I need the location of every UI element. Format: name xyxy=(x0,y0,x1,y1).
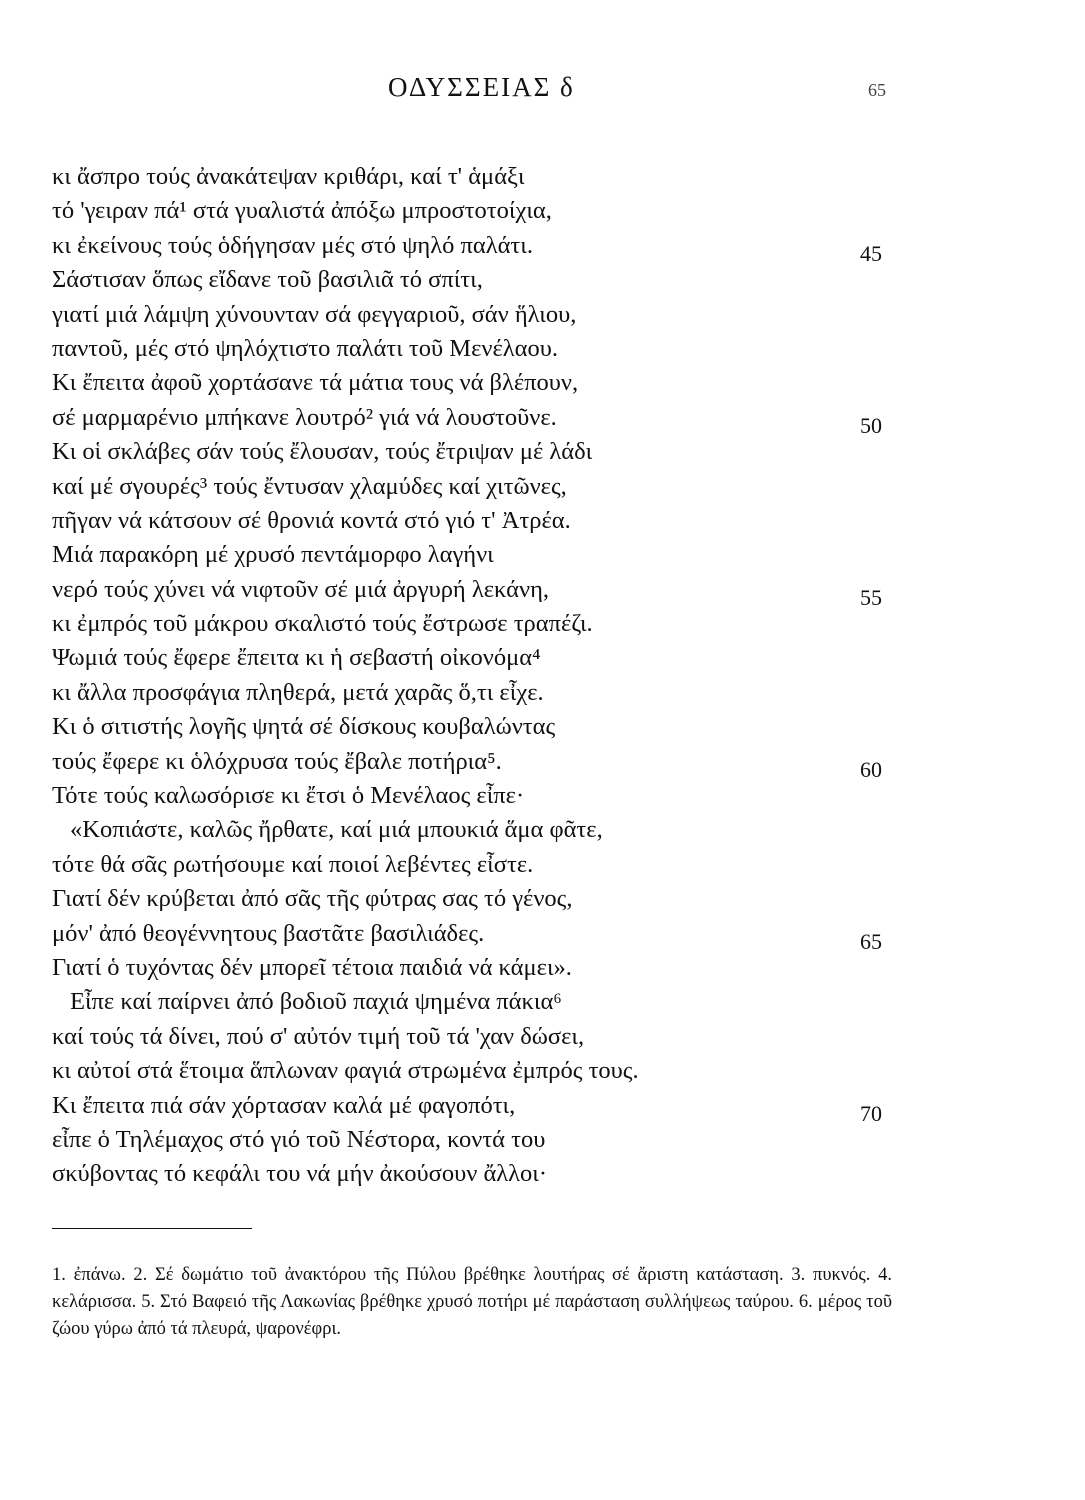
verse-text: Κι ἔπειτα ἀφοῦ χορτάσανε τά μάτια τους νά βλέπουν, xyxy=(52,369,579,397)
line-number: 65 xyxy=(860,928,882,954)
verse-text: τότε θά σᾶς ρωτήσουμε καί ποιοί λεβέντες εἶστε. xyxy=(52,850,534,878)
verse-text: Κι ἔπειτα πιά σάν χόρτασαν καλά μέ φαγοπότι, xyxy=(52,1091,516,1119)
verse-line xyxy=(0,403,1085,437)
verse-line xyxy=(0,334,1085,368)
verse-text: μόν' ἀπό θεογέννητους βαστᾶτε βασιλιάδες. xyxy=(52,919,485,947)
verse-line xyxy=(0,643,1085,677)
verse-line xyxy=(0,712,1085,746)
line-number: 55 xyxy=(860,584,882,610)
line-number: 60 xyxy=(860,756,882,782)
footnotes: 1. ἐπάνω. 2. Σέ δωμάτιο τοῦ ἀνακτόρου τῆς Πύλου βρέθηκε λουτήρας σέ ἄριστη κατάσταση. 3. πυκνός. 4. κελάρισσα. 5. Στό Βαφειό τῆς Λακωνίας βρέθηκε χρυσό ποτήρι μέ παράσταση συλλήψεως ταύρου. 6. μέρος τοῦ ζώου γύρω ἀπό τά πλευρά, ψαρονέφρι. xyxy=(52,1265,892,1339)
verse-line xyxy=(0,609,1085,643)
verse-text: εἶπε ὁ Τηλέμαχος στό γιό τοῦ Νέστορα, κοντά του xyxy=(52,1125,546,1153)
verse-line xyxy=(0,747,1085,781)
footnote-divider xyxy=(52,1228,252,1229)
verse-text: Εἶπε καί παίρνει ἀπό βοδιοῦ παχιά ψημένα πάκια⁶ xyxy=(70,988,562,1016)
verse-line xyxy=(0,1159,1085,1193)
verse-line xyxy=(0,162,1085,196)
line-number: 70 xyxy=(860,1100,882,1126)
line-number: 45 xyxy=(860,240,882,266)
verse-text: Τότε τούς καλωσόρισε κι ἔτσι ὁ Μενέλαος εἶπε· xyxy=(52,782,525,810)
verse-line xyxy=(0,987,1085,1021)
verse-line xyxy=(0,437,1085,471)
page-header xyxy=(0,72,1085,112)
verse-line xyxy=(0,850,1085,884)
verse-text: νερό τούς χύνει νά νιφτοῦν σέ μιά ἀργυρή λεκάνη, xyxy=(52,575,550,603)
running-title: ΟΔΥΣΣΕΙΑΣ δ xyxy=(388,72,575,102)
verse-line xyxy=(0,265,1085,299)
verse-line xyxy=(0,231,1085,265)
verse-text: Ψωμιά τούς ἔφερε ἔπειτα κι ἡ σεβαστή οἰκονόμα⁴ xyxy=(52,644,541,672)
page-number: 65 xyxy=(868,80,886,100)
verse-text: καί τούς τά δίνει, πού σ' αὐτόν τιμή τοῦ τά 'χαν δώσει, xyxy=(52,1022,585,1050)
verse-text: κι ἄσπρο τούς ἀνακάτεψαν κριθάρι, καί τ' ἁμάξι xyxy=(52,163,525,190)
verse-text: κι ἄλλα προσφάγια πληθερά, μετά χαρᾶς ὅ,τι εἶχε. xyxy=(52,678,544,706)
verse-text: Μιά παρακόρη μέ χρυσό πεντάμορφο λαγήνι xyxy=(52,541,494,569)
verse-text: «Κοπιάστε, καλῶς ἤρθατε, καί μιά μπουκιά ἅμα φᾶτε, xyxy=(70,816,603,844)
verse-line xyxy=(0,368,1085,402)
verse-text: Γιατί δέν κρύβεται ἀπό σᾶς τῆς φύτρας σας τό γένος, xyxy=(52,885,573,913)
verse-text: κι ἐκείνους τούς ὁδήγησαν μές στό ψηλό παλάτι. xyxy=(52,231,533,259)
verse-text: πῆγαν νά κάτσουν σέ θρονιά κοντά στό γιό τ' Ἀτρέα. xyxy=(52,506,571,534)
verse-line xyxy=(0,196,1085,230)
verse-line xyxy=(0,884,1085,918)
poem-text xyxy=(0,162,1085,1194)
verse-line xyxy=(0,540,1085,574)
verse-line xyxy=(0,300,1085,334)
line-number: 50 xyxy=(860,412,882,438)
verse-line xyxy=(0,1056,1085,1090)
verse-line xyxy=(0,815,1085,849)
verse-text: Κι ὁ σιτιστής λογῆς ψητά σέ δίσκους κουβαλώντας xyxy=(52,713,556,741)
verse-text: σέ μαρμαρένιο μπήκανε λουτρό² γιά νά λουστοῦνε. xyxy=(52,403,557,431)
verse-line xyxy=(0,678,1085,712)
verse-line xyxy=(0,1022,1085,1056)
verse-text: κι ἐμπρός τοῦ μάκρου σκαλιστό τούς ἔστρωσε τραπέζι. xyxy=(52,610,593,638)
verse-line xyxy=(0,1091,1085,1125)
verse-line xyxy=(0,1125,1085,1159)
verse-text: παντοῦ, μές στό ψηλόχτιστο παλάτι τοῦ Μενέλαου. xyxy=(52,334,558,362)
verse-text: κι αὐτοί στά ἕτοιμα ἅπλωναν φαγιά στρωμένα ἐμπρός τους. xyxy=(52,1057,639,1085)
verse-text: καί μέ σγουρές³ τούς ἔντυσαν χλαμύδες καί χιτῶνες, xyxy=(52,472,567,500)
verse-text: τούς ἔφερε κι ὁλόχρυσα τούς ἔβαλε ποτήρια⁵. xyxy=(52,747,502,775)
verse-line xyxy=(0,575,1085,609)
verse-text: Σάστισαν ὅπως εἴδανε τοῦ βασιλιᾶ τό σπίτι, xyxy=(52,266,483,294)
verse-line xyxy=(0,781,1085,815)
verse-text: τό 'γειραν πά¹ στά γυαλιστά ἀπόξω μπροστοτοίχια, xyxy=(52,197,552,225)
verse-text: γιατί μιά λάμψη χύνουνταν σά φεγγαριοῦ, σάν ἥλιου, xyxy=(52,300,577,328)
verse-line xyxy=(0,472,1085,506)
verse-line xyxy=(0,919,1085,953)
verse-line xyxy=(0,953,1085,987)
verse-text: σκύβοντας τό κεφάλι του νά μήν ἀκούσουν ἄλλοι· xyxy=(52,1160,548,1188)
verse-line xyxy=(0,506,1085,540)
verse-text: Κι οἱ σκλάβες σάν τούς ἔλουσαν, τούς ἔτριψαν μέ λάδι xyxy=(52,438,593,466)
verse-text: Γιατί ὁ τυχόντας δέν μπορεῖ τέτοια παιδιά νά κάμει». xyxy=(52,953,572,981)
